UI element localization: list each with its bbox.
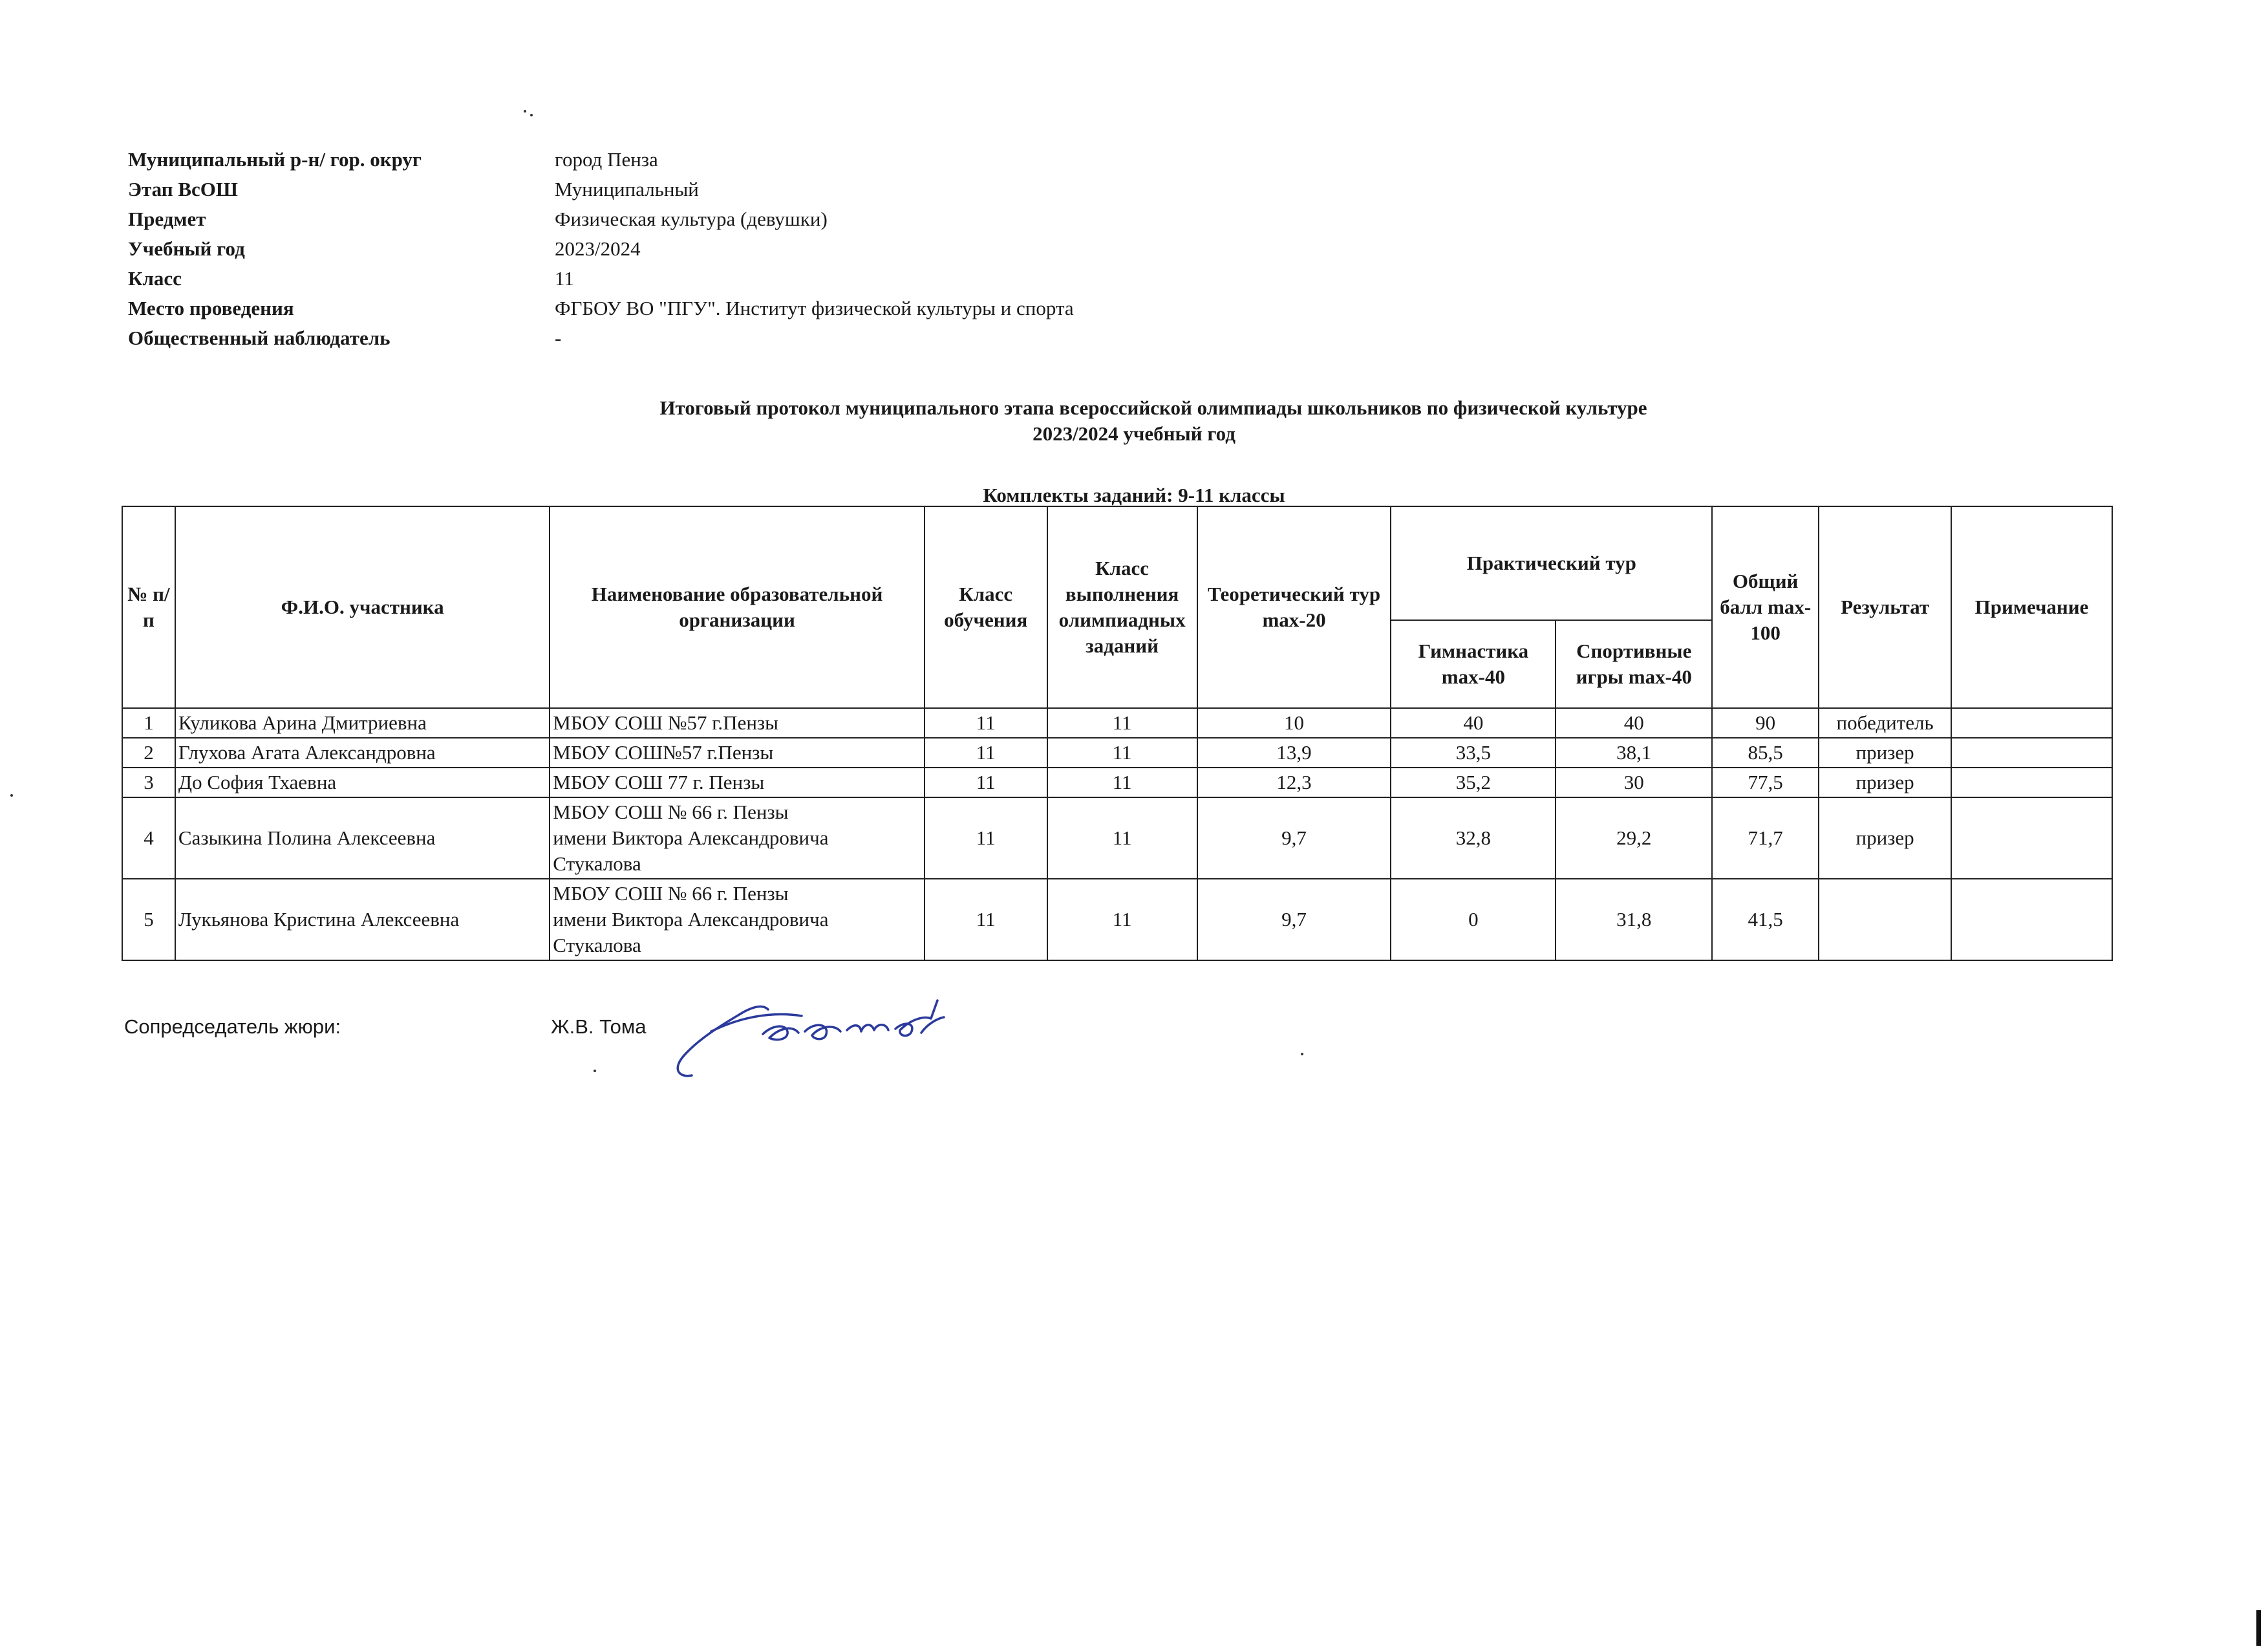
header-grade: Класс обучения xyxy=(925,506,1047,708)
cell-theory: 9,7 xyxy=(1197,879,1391,960)
cell-games: 30 xyxy=(1556,768,1712,797)
cell-name: Сазыкина Полина Алексеевна xyxy=(175,797,550,879)
header-value: 2023/2024 xyxy=(555,237,641,260)
cell-games: 29,2 xyxy=(1556,797,1712,879)
cell-task-grade: 11 xyxy=(1047,738,1197,768)
cell-name: Куликова Арина Дмитриевна xyxy=(175,708,550,738)
table-row xyxy=(122,708,2112,738)
header-result: Результат xyxy=(1819,506,1951,708)
table-row xyxy=(122,768,2112,797)
cell-total: 41,5 xyxy=(1712,879,1819,960)
cell-result: призер xyxy=(1819,738,1951,768)
cell-total: 77,5 xyxy=(1712,768,1819,797)
cell-result: призер xyxy=(1819,768,1951,797)
cell-num: 4 xyxy=(122,797,175,879)
results-table xyxy=(122,506,2113,961)
cell-grade: 11 xyxy=(925,797,1047,879)
table-row xyxy=(122,797,2112,879)
cell-grade: 11 xyxy=(925,879,1047,960)
org-line: имени Виктора Александровича xyxy=(553,908,829,931)
cell-task-grade: 11 xyxy=(1047,879,1197,960)
header-label: Предмет xyxy=(128,208,206,230)
cell-games: 40 xyxy=(1556,708,1712,738)
org-line: МБОУ СОШ № 66 г. Пензы xyxy=(553,882,789,905)
cell-games: 38,1 xyxy=(1556,738,1712,768)
cell-theory: 9,7 xyxy=(1197,797,1391,879)
header-label: Муниципальный р-н/ гор. округ xyxy=(128,148,422,171)
header-gym: Гимнастика max-40 xyxy=(1391,620,1556,708)
cell-name: Лукьянова Кристина Алексеевна xyxy=(175,879,550,960)
cell-org: МБОУ СОШ№57 г.Пензы xyxy=(550,738,924,768)
cell-num: 2 xyxy=(122,738,175,768)
header-theory: Теоретический тур max-20 xyxy=(1197,506,1391,708)
header-value: город Пенза xyxy=(555,148,658,171)
header-row-venue xyxy=(128,294,1074,323)
header-row-stage xyxy=(128,175,1074,204)
cell-gym: 32,8 xyxy=(1391,797,1556,879)
document-subtitle: 2023/2024 учебный год xyxy=(1032,422,1236,445)
table-row xyxy=(122,738,2112,768)
cell-note xyxy=(1951,708,2112,738)
header-value: 11 xyxy=(555,267,574,290)
header-block xyxy=(128,145,1074,353)
cell-grade: 11 xyxy=(925,768,1047,797)
signature-line xyxy=(124,1015,646,1039)
cell-org xyxy=(550,797,924,879)
cell-num: 3 xyxy=(122,768,175,797)
cell-total: 85,5 xyxy=(1712,738,1819,768)
header-row-year xyxy=(128,234,1074,264)
cell-gym: 35,2 xyxy=(1391,768,1556,797)
header-value: Муниципальный xyxy=(555,178,699,200)
jury-chair-name: Ж.В. Тома xyxy=(551,1015,647,1038)
cell-gym: 0 xyxy=(1391,879,1556,960)
cell-note xyxy=(1951,797,2112,879)
cell-task-grade: 11 xyxy=(1047,708,1197,738)
table-row xyxy=(122,879,2112,960)
cell-note xyxy=(1951,768,2112,797)
header-label: Учебный год xyxy=(128,237,245,260)
header-row-observer xyxy=(128,323,1074,353)
cell-org: МБОУ СОШ №57 г.Пензы xyxy=(550,708,924,738)
cell-task-grade: 11 xyxy=(1047,768,1197,797)
header-games: Спортивные игры max-40 xyxy=(1556,620,1712,708)
cell-note xyxy=(1951,879,2112,960)
scan-edge-mark xyxy=(2256,1610,2261,1646)
header-org: Наименование образовательной организации xyxy=(550,506,924,708)
cell-gym: 40 xyxy=(1391,708,1556,738)
header-label: Класс xyxy=(128,267,182,290)
header-label: Этап ВсОШ xyxy=(128,178,238,200)
cell-grade: 11 xyxy=(925,738,1047,768)
cell-org xyxy=(550,879,924,960)
cell-theory: 12,3 xyxy=(1197,768,1391,797)
org-line: Стукалова xyxy=(553,934,641,956)
handwritten-signature xyxy=(666,993,1002,1083)
scan-speck xyxy=(530,114,533,116)
cell-games: 31,8 xyxy=(1556,879,1712,960)
header-name: Ф.И.О. участника xyxy=(175,506,550,708)
cell-result: призер xyxy=(1819,797,1951,879)
header-task-grade: Класс выполнения олимпиадных заданий xyxy=(1047,506,1197,708)
document-title xyxy=(0,396,2268,420)
scan-speck xyxy=(594,1070,596,1072)
cell-result: победитель xyxy=(1819,708,1951,738)
header-total: Общий балл max-100 xyxy=(1712,506,1819,708)
scan-speck xyxy=(524,110,526,113)
cell-gym: 33,5 xyxy=(1391,738,1556,768)
jury-chair-label: Сопредседатель жюри: xyxy=(124,1015,341,1038)
cell-theory: 13,9 xyxy=(1197,738,1391,768)
task-sets-caption: Комплекты заданий: 9-11 классы xyxy=(983,484,1285,506)
scan-speck xyxy=(1301,1053,1303,1055)
header-practice: Практический тур xyxy=(1391,506,1712,620)
header-note: Примечание xyxy=(1951,506,2112,708)
cell-org: МБОУ СОШ 77 г. Пензы xyxy=(550,768,924,797)
header-row-district xyxy=(128,145,1074,175)
cell-num: 1 xyxy=(122,708,175,738)
header-value: - xyxy=(555,327,562,349)
org-line: МБОУ СОШ № 66 г. Пензы xyxy=(553,801,789,823)
scan-speck xyxy=(10,794,13,797)
cell-num: 5 xyxy=(122,879,175,960)
header-value: ФГБОУ ВО "ПГУ". Институт физической культуры и спорта xyxy=(555,297,1074,319)
header-label: Общественный наблюдатель xyxy=(128,327,390,349)
table-header-row xyxy=(122,506,2112,620)
cell-name: До София Тхаевна xyxy=(175,768,550,797)
cell-total: 71,7 xyxy=(1712,797,1819,879)
header-row-subject xyxy=(128,204,1074,234)
cell-result xyxy=(1819,879,1951,960)
cell-task-grade: 11 xyxy=(1047,797,1197,879)
cell-name: Глухова Агата Александровна xyxy=(175,738,550,768)
document-title-text: Итоговый протокол муниципального этапа всероссийской олимпиады школьников по физической культуре xyxy=(659,396,1647,419)
cell-total: 90 xyxy=(1712,708,1819,738)
org-line: имени Виктора Александровича xyxy=(553,826,829,849)
header-value: Физическая культура (девушки) xyxy=(555,208,828,230)
header-row-grade xyxy=(128,264,1074,294)
cell-theory: 10 xyxy=(1197,708,1391,738)
org-line: Стукалова xyxy=(553,852,641,875)
cell-grade: 11 xyxy=(925,708,1047,738)
cell-note xyxy=(1951,738,2112,768)
header-num: № п/п xyxy=(122,506,175,708)
header-label: Место проведения xyxy=(128,297,294,319)
